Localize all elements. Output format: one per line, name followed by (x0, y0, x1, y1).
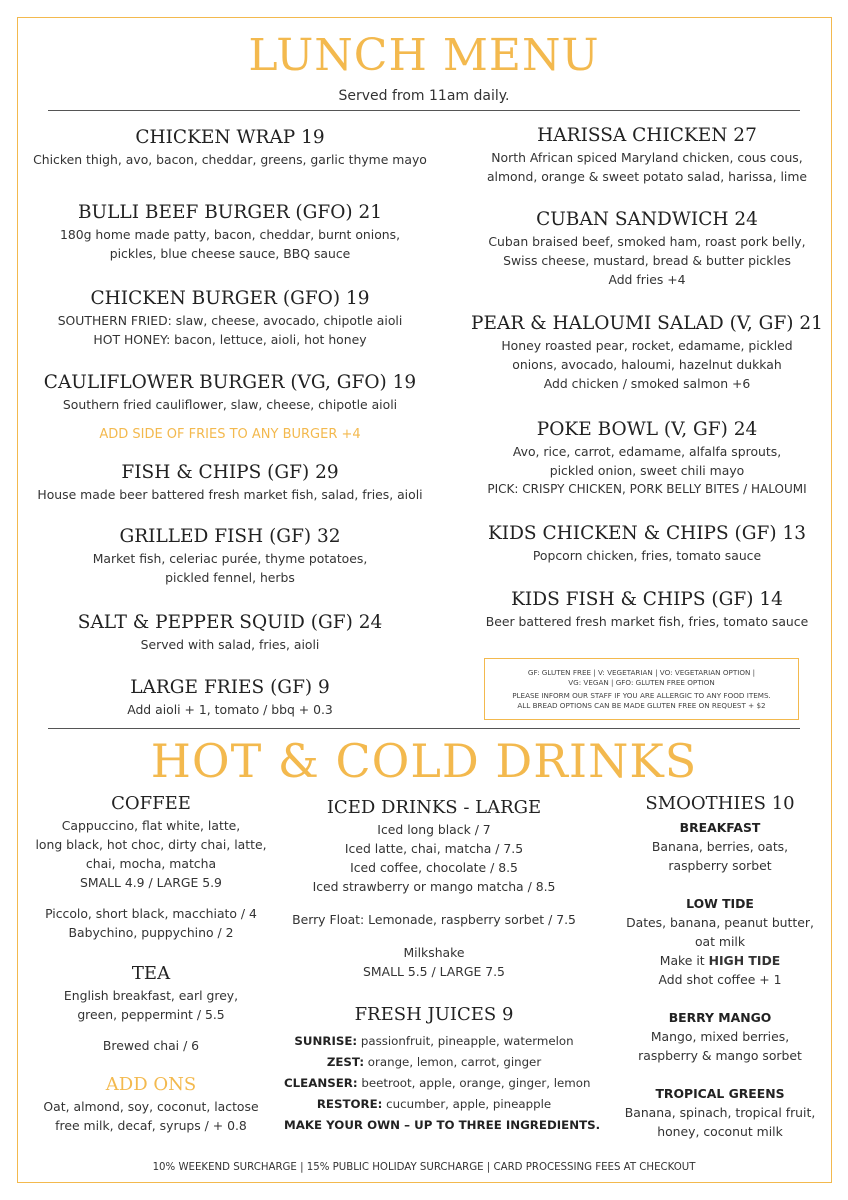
juice-item (284, 1052, 584, 1073)
item-desc: Popcorn chicken, fries, tomato sauce (532, 548, 762, 563)
legend-line: ALL BREAD OPTIONS CAN BE MADE GLUTEN FREE ON REQUEST + $2 (517, 701, 766, 710)
iced-drinks-heading: ICED DRINKS - LARGE (326, 797, 542, 818)
juice-label: RESTORE: (316, 1097, 383, 1111)
item-desc: Southern fried cauliflower, slaw, cheese, chipotle aioli (62, 397, 398, 412)
item-desc: pickles, blue cheese sauce, BBQ sauce (109, 246, 351, 261)
juice-label: SUNRISE: (294, 1034, 358, 1048)
item-desc: Avo, rice, carrot, edamame, alfalfa sprouts, (512, 444, 782, 459)
item-name: POKE BOWL (V, GF) 24 (536, 419, 758, 440)
divider (48, 110, 800, 111)
high-tide-label: HIGH TIDE (708, 953, 781, 968)
menu-item (458, 124, 836, 208)
coffee-tea-column (20, 792, 282, 1135)
item-desc: onions, avocado, haloumi, hazelnut dukkah (512, 357, 782, 372)
coffee-line: Cappuccino, flat white, latte, (61, 818, 241, 833)
item-name: KIDS CHICKEN & CHIPS (GF) 13 (487, 523, 807, 544)
smoothie-line: Banana, spinach, tropical fruit, (624, 1105, 816, 1120)
juice-text: orange, lemon, carrot, ginger (364, 1055, 542, 1069)
item-desc: Swiss cheese, mustard, bread & butter pickles (503, 253, 791, 268)
juice-item (284, 1031, 584, 1052)
menu-item (20, 371, 440, 421)
menu-item (20, 676, 440, 719)
iced-line: Iced long black / 7 (377, 822, 491, 837)
item-desc: Cuban braised beef, smoked ham, roast pork belly, (488, 234, 806, 249)
juice-item (284, 1094, 584, 1115)
menu-item (20, 611, 440, 676)
menu-item (20, 287, 440, 371)
item-name: HARISSA CHICKEN 27 (537, 125, 757, 146)
legend-line: GF: GLUTEN FREE | V: VEGETARIAN | VO: VEGETARIAN OPTION | (527, 668, 756, 677)
surcharge-footer: 10% WEEKEND SURCHARGE | 15% PUBLIC HOLIDAY SURCHARGE | CARD PROCESSING FEES AT CHECKOUT (152, 1162, 696, 1173)
smoothie-line: raspberry & mango sorbet (638, 1048, 802, 1063)
item-desc: pickled onion, sweet chili mayo (549, 463, 745, 478)
item-name: CHICKEN WRAP 19 (135, 127, 325, 148)
tea-line: green, peppermint / 5.5 (77, 1007, 225, 1022)
lunch-right-column (458, 124, 836, 631)
fresh-juices-heading: FRESH JUICES 9 (354, 1004, 514, 1025)
tea-line: English breakfast, earl grey, (63, 988, 239, 1003)
smoothies-column (600, 792, 840, 1141)
item-desc: Add aioli + 1, tomato / bbq + 0.3 (127, 702, 333, 717)
item-name: CUBAN SANDWICH 24 (536, 209, 758, 230)
smoothie-line: Banana, berries, oats, (651, 839, 789, 854)
smoothie-line: oat milk (694, 934, 746, 949)
item-desc: HOT HONEY: bacon, lettuce, aioli, hot honey (93, 332, 367, 347)
smoothie-line: honey, coconut milk (657, 1124, 783, 1139)
smoothie-name: TROPICAL GREENS (655, 1086, 785, 1101)
tea-heading: TEA (131, 963, 171, 984)
milkshake-price: SMALL 5.5 / LARGE 7.5 (363, 964, 505, 979)
item-name: CAULIFLOWER BURGER (VG, GFO) 19 (43, 372, 417, 393)
item-name: CHICKEN BURGER (GFO) 19 (90, 288, 370, 309)
tea-line: Brewed chai / 6 (102, 1038, 200, 1053)
item-name: FISH & CHIPS (GF) 29 (121, 462, 339, 483)
item-desc: Honey roasted pear, rocket, edamame, pickled (501, 338, 793, 353)
menu-item (20, 201, 440, 287)
item-desc: Add chicken / smoked salmon +6 (543, 376, 751, 391)
smoothie-line: Dates, banana, peanut butter, (626, 915, 814, 930)
item-desc: House made beer battered fresh market fish, salad, fries, aioli (37, 487, 423, 502)
smoothie-line: Mango, mixed berries, (650, 1029, 790, 1044)
dietary-legend-box (484, 658, 799, 720)
menu-item (458, 208, 836, 312)
smoothie-name: LOW TIDE (686, 896, 754, 911)
berry-float-line: Berry Float: Lemonade, raspberry sorbet / 7.5 (292, 912, 576, 927)
legend-line: VG: VEGAN | GFO: GLUTEN FREE OPTION (568, 678, 715, 687)
milkshake-line: Milkshake (403, 945, 465, 960)
lunch-left-column (20, 126, 440, 719)
item-desc: Add fries +4 (608, 272, 686, 287)
menu-item (458, 588, 836, 631)
item-desc: almond, orange & sweet potato salad, harissa, lime (486, 169, 808, 184)
item-desc: PICK: CRISPY CHICKEN, PORK BELLY BITES / HALOUMI (487, 482, 807, 496)
item-desc: North African spiced Maryland chicken, cous cous, (491, 150, 803, 165)
add-ons-heading: ADD ONS (105, 1074, 197, 1095)
iced-line: Iced latte, chai, matcha / 7.5 (344, 841, 524, 856)
juice-text: passionfruit, pineapple, watermelon (357, 1034, 574, 1048)
item-desc: Served with salad, fries, aioli (140, 637, 320, 652)
iced-line: Iced coffee, chocolate / 8.5 (350, 860, 518, 875)
lunch-menu-title: LUNCH MENU (248, 30, 600, 81)
juice-label: CLEANSER: (284, 1076, 358, 1090)
menu-item (20, 461, 440, 525)
item-desc: Market fish, celeriac purée, thyme potatoes, (92, 551, 368, 566)
coffee-line: Babychino, puppychino / 2 (68, 925, 234, 940)
juice-text: beetroot, apple, orange, ginger, lemon (357, 1076, 591, 1090)
juice-label: ZEST: (326, 1055, 365, 1069)
menu-item (20, 525, 440, 611)
coffee-price: SMALL 4.9 / LARGE 5.9 (80, 875, 222, 890)
menu-item (458, 312, 836, 418)
juice-item (284, 1073, 591, 1094)
high-tide-line (600, 951, 840, 970)
juice-text: cucumber, apple, pineapple (382, 1097, 552, 1111)
item-name: PEAR & HALOUMI SALAD (V, GF) 21 (471, 313, 823, 334)
item-name: SALT & PEPPER SQUID (GF) 24 (77, 612, 383, 633)
item-name: GRILLED FISH (GF) 32 (119, 526, 341, 547)
smoothie-line: Add shot coffee + 1 (658, 972, 782, 987)
item-desc: Beer battered fresh market fish, fries, tomato sauce (485, 614, 809, 629)
coffee-line: Piccolo, short black, macchiato / 4 (45, 906, 257, 921)
add-fries-note: ADD SIDE OF FRIES TO ANY BURGER +4 (99, 427, 361, 442)
smoothie-name: BERRY MANGO (668, 1010, 772, 1025)
item-desc: 180g home made patty, bacon, cheddar, burnt onions, (59, 227, 401, 242)
menu-item (458, 522, 836, 588)
coffee-heading: COFFEE (111, 793, 191, 814)
smoothie-line: raspberry sorbet (668, 858, 772, 873)
item-desc: SOUTHERN FRIED: slaw, cheese, avocado, chipotle aioli (57, 313, 403, 328)
legend-line: PLEASE INFORM OUR STAFF IF YOU ARE ALLERGIC TO ANY FOOD ITEMS. (512, 691, 771, 700)
smoothie-name: BREAKFAST (679, 820, 761, 835)
iced-line: Iced strawberry or mango matcha / 8.5 (312, 879, 556, 894)
item-desc: Chicken thigh, avo, bacon, cheddar, greens, garlic thyme mayo (33, 152, 427, 167)
item-desc: pickled fennel, herbs (165, 570, 295, 585)
item-name: KIDS FISH & CHIPS (GF) 14 (511, 589, 783, 610)
add-ons-line: free milk, decaf, syrups / + 0.8 (55, 1118, 247, 1133)
add-ons-line: Oat, almond, soy, coconut, lactose (43, 1099, 259, 1114)
item-name: BULLI BEEF BURGER (GFO) 21 (77, 202, 383, 223)
menu-item (20, 126, 440, 201)
item-name: LARGE FRIES (GF) 9 (130, 677, 330, 698)
drinks-title: HOT & COLD DRINKS (150, 734, 698, 788)
high-tide-prefix: Make it (659, 953, 709, 968)
make-your-own-line: MAKE YOUR OWN – UP TO THREE INGREDIENTS. (284, 1118, 601, 1132)
menu-item (458, 418, 836, 522)
divider (48, 728, 800, 729)
smoothies-heading: SMOOTHIES 10 (645, 793, 795, 814)
coffee-line: chai, mocha, matcha (85, 856, 217, 871)
lunch-subtitle: Served from 11am daily. (338, 88, 510, 104)
coffee-line: long black, hot choc, dirty chai, latte, (35, 837, 267, 852)
iced-juices-column (284, 796, 601, 1136)
